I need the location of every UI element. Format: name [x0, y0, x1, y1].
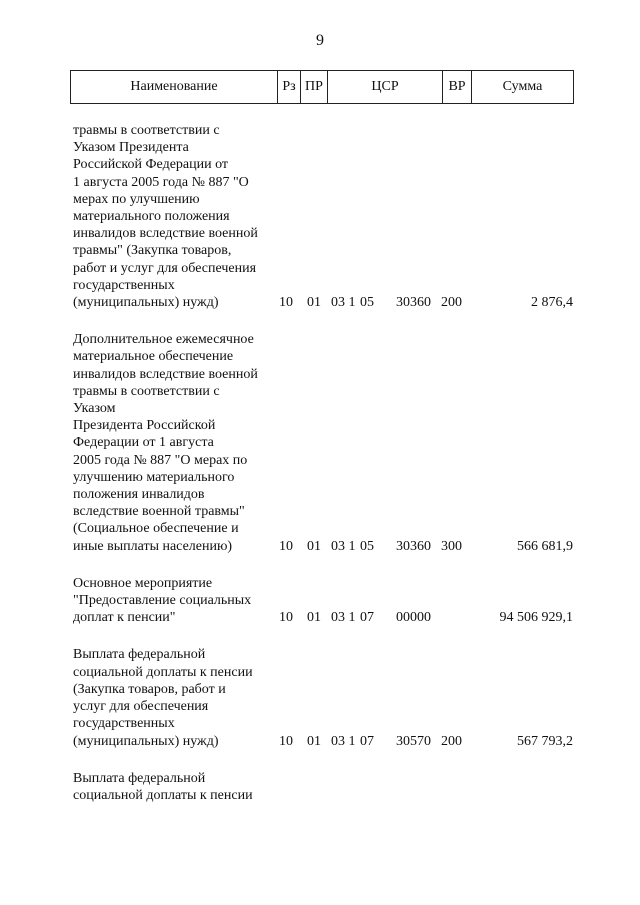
header-name: Наименование: [130, 79, 218, 94]
row-csr-event: 05: [360, 295, 374, 311]
table-row: [73, 770, 573, 804]
row-csr-program: 03 1: [331, 733, 356, 749]
header-sum: Сумма: [472, 71, 574, 104]
row-rz: 10: [279, 295, 293, 311]
table-body: [73, 122, 573, 824]
row-rz: 10: [279, 538, 293, 554]
row-sum: 566 681,9: [517, 538, 573, 554]
row-csr-event: 07: [360, 610, 374, 626]
header-csr: ЦСР: [328, 71, 443, 104]
row-pr: 01: [307, 295, 321, 311]
row-pr: 01: [307, 538, 321, 554]
header-pr: ПР: [301, 71, 328, 104]
row-sum: 94 506 929,1: [499, 610, 573, 626]
row-csr-direction: 30570: [396, 733, 431, 749]
table-row: [73, 646, 573, 749]
row-name: Выплата федеральной социальной доплаты к пенсии (Закупка товаров, работ и услуг для обеспечения государственных (муниципальных) нужд): [73, 647, 253, 749]
row-name: Выплата федеральной социальной доплаты к пенсии: [73, 770, 253, 803]
row-rz: 10: [279, 610, 293, 626]
table-header: [70, 70, 574, 104]
row-name: Дополнительное ежемесячное материальное обеспечение инвалидов вследствие военной травмы в соответствии с Указом Президента Российской Федерации от 1 августа 2005 года № 887 "О мерах по улучшению материального положения инвалидов вследствие военной травмы" (Социальное обеспечение и иные выплаты населению): [73, 332, 258, 554]
row-vr: 200: [441, 295, 462, 311]
row-csr-program: 03 1: [331, 538, 356, 554]
page-number: 9: [316, 32, 324, 49]
row-vr: 200: [441, 733, 462, 749]
row-sum: 2 876,4: [531, 295, 573, 311]
header-vr: ВР: [443, 71, 472, 104]
row-vr: 300: [441, 538, 462, 554]
header-rz: Рз: [278, 71, 301, 104]
row-sum: 567 793,2: [517, 733, 573, 749]
row-csr-direction: 30360: [396, 295, 431, 311]
row-csr-event: 05: [360, 538, 374, 554]
row-name: травмы в соответствии с Указом Президента Российской Федерации от 1 августа 2005 года № 887 "О мерах по улучшению материального положения инвалидов вследствие военной травмы" (Закупка товаров, работ и услуг для обеспечения государственных (муниципальных) нужд): [73, 123, 258, 311]
row-csr-program: 03 1: [331, 610, 356, 626]
table-row: [73, 122, 573, 311]
table-row: [73, 575, 573, 627]
row-csr-direction: 00000: [396, 610, 431, 626]
row-csr-event: 07: [360, 733, 374, 749]
row-pr: 01: [307, 733, 321, 749]
row-rz: 10: [279, 733, 293, 749]
row-pr: 01: [307, 610, 321, 626]
row-name: Основное мероприятие "Предоставление социальных доплат к пенсии": [73, 575, 252, 626]
row-csr-direction: 30360: [396, 538, 431, 554]
table-row: [73, 331, 573, 555]
row-csr-program: 03 1: [331, 295, 356, 311]
